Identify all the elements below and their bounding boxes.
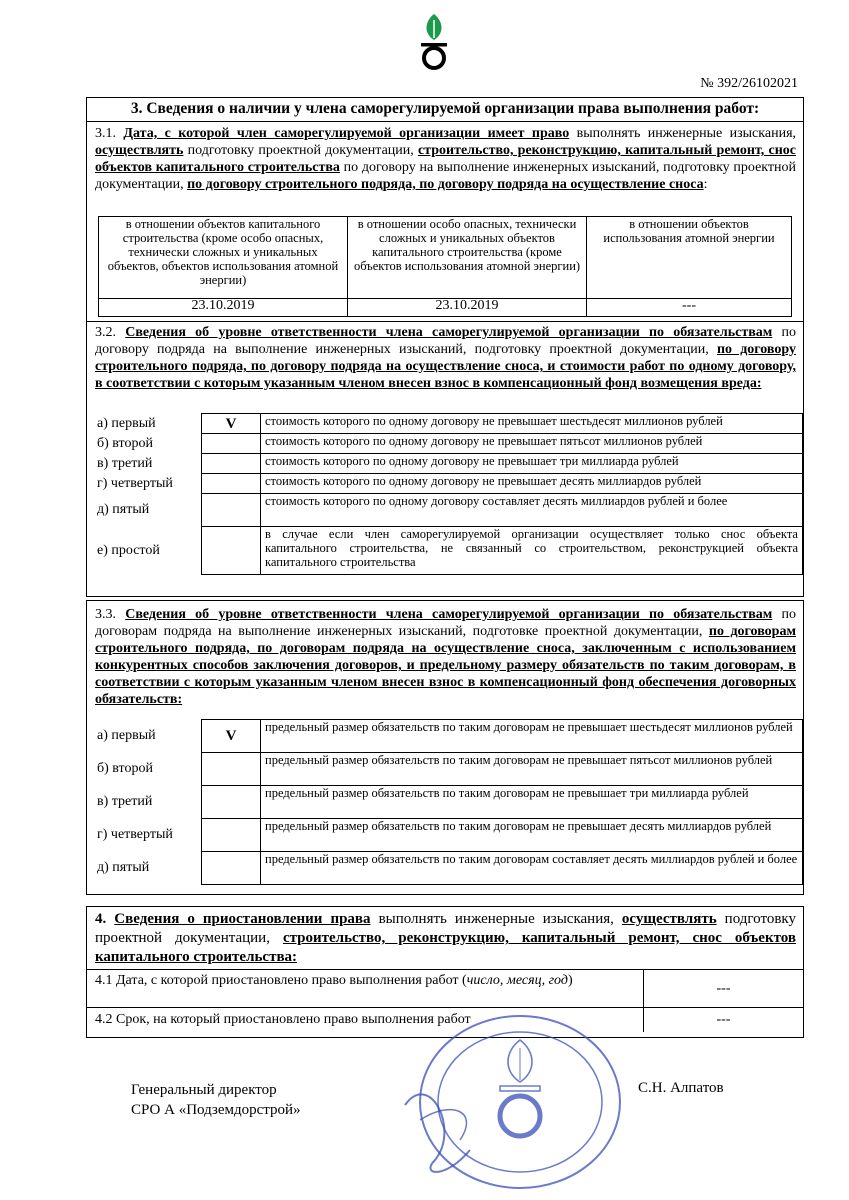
p31-c: осуществлять <box>95 143 184 158</box>
organization-seal <box>400 1010 630 1190</box>
table-row <box>87 527 803 575</box>
level-label: в) третий <box>87 454 202 474</box>
s4-num: 4. <box>95 911 115 927</box>
p31-h: : <box>703 177 708 192</box>
section-3-header: 3. Сведения о наличии у члена саморегулируемой организации права выполнения работ: <box>87 98 803 122</box>
p31-b: выполнять инженерные изыскания, <box>569 126 797 141</box>
p31-f: по договору на выполнение инженерных изысканий, подготовку проектной документации, <box>95 160 797 192</box>
p32-c: по договору строительного подряда, по договору подряда на осуществление сноса, и стоимости работ по одному договору, в соответствии с которым указанным членом внесен взнос в компенсационный фонд возмещения вреда: <box>95 342 797 391</box>
level-label: в) третий <box>87 786 202 819</box>
p33-c: по договорам строительного подряда, по договорам подряда на осуществление сноса, заключенным с использованием конкурентных способов заключения договоров, и предельному размеру обязательств по таким договорам, в соответствии с которым указанным членом внесен взнос в компенсационный фонд обеспечения договорных обязательств: <box>95 624 796 707</box>
level-desc: стоимость которого по одному договору не превышает три миллиарда рублей <box>261 454 803 474</box>
table-row <box>87 819 803 852</box>
level-desc: предельный размер обязательств по таким договорам не превышает три миллиарда рублей <box>261 786 803 819</box>
level-mark: V <box>202 720 261 753</box>
r1-end: ) <box>567 973 573 988</box>
level-mark <box>202 786 261 819</box>
level-mark <box>202 527 261 575</box>
level-label: г) четвертый <box>87 474 202 494</box>
p33-a: Сведения об уровне ответственности члена саморегулируемой организации по обязательствам <box>125 607 773 622</box>
paragraph-3-2 <box>87 322 803 413</box>
level-label: б) второй <box>87 753 202 786</box>
p32-a: Сведения об уровне ответственности члена саморегулируемой организации по обязательствам <box>125 325 773 340</box>
level-label: е) простой <box>87 527 202 575</box>
s4-b: выполнять инженерные изыскания, <box>370 911 622 927</box>
p31-e: строительство, реконструкцию, капитальный ремонт, снос объектов капитального строительства <box>95 143 796 175</box>
table-row <box>87 454 803 474</box>
s4-a: Сведения о приостановлении права <box>114 911 371 927</box>
level-desc: предельный размер обязательств по таким договорам не превышает шестьдесят миллионов рублей <box>261 720 803 753</box>
level-mark <box>202 819 261 852</box>
level-mark <box>202 434 261 454</box>
col-nuclear-objects: в отношении объектов использования атомной энергии <box>587 217 792 299</box>
table-row <box>87 494 803 527</box>
table-row <box>87 753 803 786</box>
p33-num: 3.3. <box>95 607 126 622</box>
date-nuclear-objects: --- <box>587 299 792 317</box>
signatory-position <box>131 1080 301 1120</box>
level-desc: предельный размер обязательств по таким договорам не превышает пятьсот миллионов рублей <box>261 753 803 786</box>
suspension-term-label: 4.2 Срок, на который приостановлено право выполнения работ <box>87 1008 644 1032</box>
paragraph-3-1 <box>87 122 803 216</box>
level-desc: предельный размер обязательств по таким договорам составляет десять миллиардов рублей и более <box>261 852 803 885</box>
r1-label: 4.1 Дата, с которой приостановлено право выполнения работ ( <box>95 973 467 988</box>
permission-dates-table <box>98 216 792 317</box>
level-desc: стоимость которого по одному договору не превышает десять миллиардов рублей <box>261 474 803 494</box>
p31-d: подготовку проектной документации, <box>183 143 418 158</box>
table-row <box>87 786 803 819</box>
s4-d: подготовку проектной документации, <box>95 911 796 946</box>
level-label: д) пятый <box>87 852 202 885</box>
liability-levels-table-3-2 <box>87 413 803 575</box>
liability-levels-table-3-3 <box>87 719 803 885</box>
p31-num: 3.1. <box>95 126 124 141</box>
suspension-date-value: --- <box>644 970 804 1008</box>
level-desc: стоимость которого по одному договору не превышает шестьдесят миллионов рублей <box>261 414 803 434</box>
section-3 <box>86 97 804 597</box>
table-row <box>87 414 803 434</box>
suspension-term-value: --- <box>644 1008 804 1032</box>
p32-b: по договору подряда на выполнение инженерных изысканий, подготовку проектной документации, <box>95 325 797 357</box>
date-dangerous-objects: 23.10.2019 <box>348 299 587 317</box>
p33-b: по договорам подряда на выполнение инженерных изысканий, подготовке проектной документации, <box>95 607 797 639</box>
level-desc: стоимость которого по одному договору не превышает пятьсот миллионов рублей <box>261 434 803 454</box>
section-3-3 <box>86 600 804 895</box>
position-line-1: Генеральный директор <box>131 1082 277 1098</box>
table-row <box>87 474 803 494</box>
level-desc: предельный размер обязательств по таким договорам не превышает десять миллиардов рублей <box>261 819 803 852</box>
document-number: № 392/26102021 <box>700 76 798 91</box>
position-line-2: СРО А «Подземдорстрой» <box>131 1102 301 1118</box>
p31-a: Дата, с которой член саморегулируемой организации имеет право <box>123 126 570 141</box>
signatory-name: С.Н. Алпатов <box>638 1080 724 1096</box>
paragraph-3-3 <box>87 601 803 719</box>
level-label: б) второй <box>87 434 202 454</box>
level-desc: в случае если член саморегулируемой организации осуществляет только снос объекта капитального строительства, не связанный со строительством, реконструкцией объекта капитального строительства <box>261 527 803 575</box>
table-row <box>87 970 803 1008</box>
level-mark <box>202 494 261 527</box>
level-mark: V <box>202 414 261 434</box>
s4-e: строительство, реконструкцию, капитальный ремонт, снос объектов капитального строительства: <box>95 930 796 965</box>
col-dangerous-objects: в отношении особо опасных, технически сложных и уникальных объектов капитального строительства (кроме объектов использования атомной энергии) <box>348 217 587 299</box>
date-capital-objects: 23.10.2019 <box>99 299 348 317</box>
table-row <box>87 434 803 454</box>
p32-num: 3.2. <box>95 325 126 340</box>
level-mark <box>202 454 261 474</box>
level-label: а) первый <box>87 720 202 753</box>
level-mark <box>202 474 261 494</box>
col-capital-objects: в отношении объектов капитального строительства (кроме особо опасных, технически сложных и уникальных объектов, объектов использования атомной энергии) <box>99 217 348 299</box>
s4-c: осуществлять <box>621 911 717 927</box>
table-row <box>87 852 803 885</box>
p31-g: по договору строительного подряда, по договору подряда на осуществление сноса <box>187 177 704 192</box>
level-mark <box>202 753 261 786</box>
section-4-header <box>87 907 803 969</box>
organization-logo <box>414 12 454 72</box>
level-label: д) пятый <box>87 494 202 527</box>
r1-italic: число, месяц, год <box>466 973 568 988</box>
level-desc: стоимость которого по одному договору составляет десять миллиардов рублей и более <box>261 494 803 527</box>
suspension-date-label <box>87 970 644 1008</box>
level-label: а) первый <box>87 414 202 434</box>
table-row <box>87 720 803 753</box>
level-mark <box>202 852 261 885</box>
level-label: г) четвертый <box>87 819 202 852</box>
